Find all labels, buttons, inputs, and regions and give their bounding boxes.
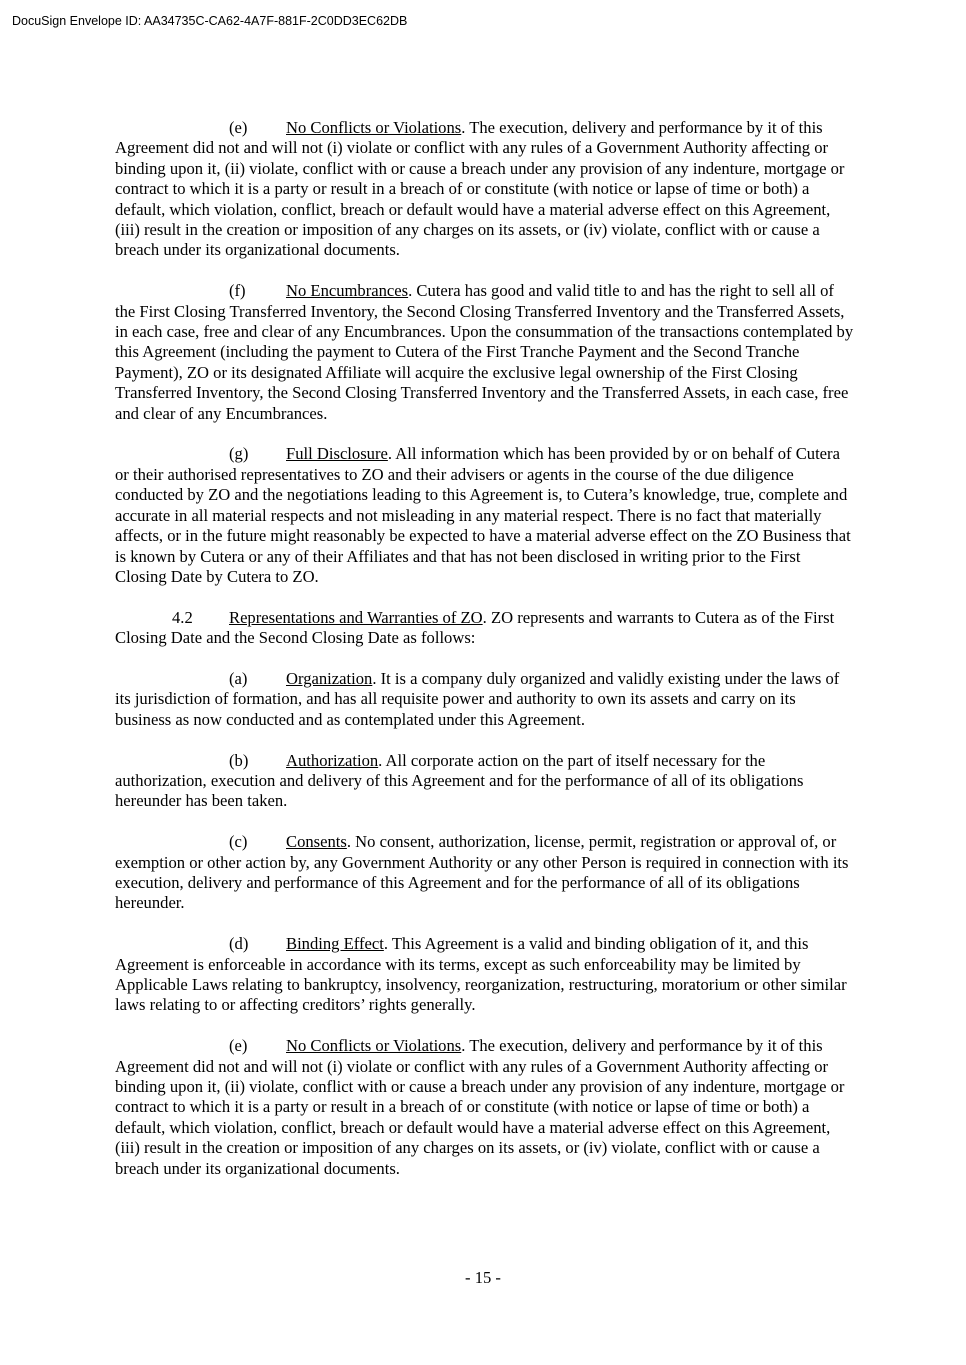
clause-d-binding-effect — [115, 934, 855, 1016]
clause-label: (d) — [229, 934, 249, 954]
docusign-envelope-id: DocuSign Envelope ID: AA34735C-CA62-4A7F-881F-2C0DD3EC62DB — [12, 14, 408, 28]
clause-f-no-encumbrances — [115, 281, 855, 424]
clause-label: (b) — [229, 750, 249, 770]
section-label: 4.2 — [172, 607, 193, 627]
document-body — [115, 118, 855, 1199]
clause-text: . This Agreement is a valid and binding obligation of it, and this Agreement is enforceable in accordance with its terms, except as such enforceability may be limited by Applicable Laws relating to bankruptcy, insolvency, reorganization, restructuring, moratorium or other similar laws relating to or affecting creditors’ rights generally. — [115, 934, 847, 1015]
clause-text: . The execution, delivery and performance by it of this Agreement did not and will not (i) violate or conflict with any rules of a Government Authority affecting or binding upon it, (ii) violate, conflict with or cause a breach under any provision of any indenture, mortgage or contract to which it is a party or result in a breach of or constitute (with notice or lapse of time or both) a default, which violation, conflict, breach or default would have a material adverse effect on this Agreement, (iii) result in the creation or imposition of any charges on its assets, or (iv) violate, conflict with or cause a breach under its organizational documents. — [115, 1036, 845, 1178]
clause-label: (g) — [229, 444, 249, 464]
clause-label: (f) — [229, 281, 246, 301]
clause-e-no-conflicts-zo — [115, 1036, 855, 1179]
clause-heading: No Encumbrances — [286, 281, 409, 301]
clause-g-full-disclosure — [115, 444, 855, 587]
clause-a-organization — [115, 669, 855, 730]
clause-heading: Authorization — [286, 750, 379, 770]
clause-text: . The execution, delivery and performance by it of this Agreement did not and will not (i) violate or conflict with any rules of a Government Authority affecting or binding upon it, (ii) violate, conflict with or cause a breach under any provision of any indenture, mortgage or contract to which it is a party or result in a breach of or constitute (with notice or lapse of time or both) a default, which violation, conflict, breach or default would have a material adverse effect on this Agreement, (iii) result in the creation or imposition of any charges on its assets, or (iv) violate, conflict with or cause a breach under its organizational documents. — [115, 118, 845, 260]
clause-text: . All corporate action on the part of itself necessary for the authorization, execution and delivery of this Agreement and for the performance of all of its obligations hereunder has been taken. — [115, 750, 804, 811]
clause-heading: Organization — [286, 668, 373, 688]
clause-text: . No consent, authorization, license, permit, registration or approval of, or exemption or other action by, any Government Authority or any other Person is required in connection with its execution, delivery and performance of this Agreement and for the performance of all of its obligations hereunder. — [115, 832, 849, 913]
clause-heading: Binding Effect — [286, 934, 384, 954]
clause-label: (e) — [229, 1036, 248, 1056]
clause-text: . It is a company duly organized and validly existing under the laws of its jurisdiction of formation, and has all requisite power and authority to own its assets and carry on its business as now conducted and as contemplated under this Agreement. — [115, 668, 840, 729]
clause-label: (e) — [229, 118, 248, 137]
clause-heading: Consents — [286, 832, 347, 852]
section-heading: Representations and Warranties of ZO — [229, 607, 483, 627]
clause-c-consents — [115, 832, 855, 914]
clause-label: (a) — [229, 668, 248, 688]
clause-label: (c) — [229, 832, 248, 852]
clause-heading: Full Disclosure — [286, 444, 388, 464]
clause-heading: No Conflicts or Violations — [286, 118, 462, 137]
clause-text: . All information which has been provided by or on behalf of Cutera or their authorised representatives to ZO and their advisers or agents in the course of the due diligence conducted by ZO and the negotiations leading to this Agreement is, to Cutera’s knowledge, true, complete and accurate in all material respects and not misleading in any material respect. There is no fact that materially affects, or in the future might reasonably be expected to have a material adverse effect on the ZO Business that is known by Cutera or any of their Affiliates and that has not been disclosed in writing prior to the First Closing Date by Cutera to ZO. — [115, 444, 851, 586]
clause-b-authorization — [115, 751, 855, 812]
section-4-2-representations-zo — [115, 608, 855, 649]
section-text: . ZO represents and warrants to Cutera as of the First Closing Date and the Second Closing Date as follows: — [115, 607, 835, 648]
page-number: - 15 - — [465, 1268, 501, 1287]
clause-e-no-conflicts — [115, 118, 855, 261]
clause-heading: No Conflicts or Violations — [286, 1036, 462, 1056]
clause-text: . Cutera has good and valid title to and has the right to sell all of the First Closing Transferred Inventory, the Second Closing Transferred Inventory and the Transferred Assets, in each case, free and clear of any Encumbrances. Upon the consummation of the transactions contemplated by this Agreement (including the payment to Cutera of the First Tranche Payment and the Second Tranche Payment), ZO or its designated Affiliate will acquire the exclusive legal ownership of the First Closing Transferred Inventory, the Second Closing Transferred Inventory and the Transferred Assets, in each case, free and clear of any Encumbrances. — [115, 281, 854, 423]
